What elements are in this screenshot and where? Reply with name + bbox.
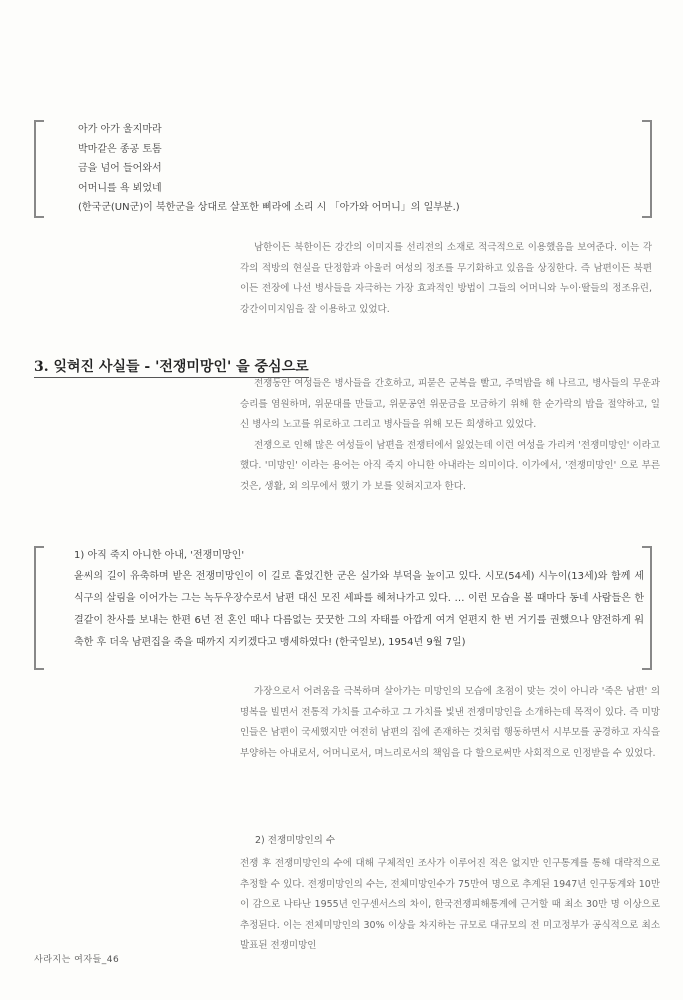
paragraph-text: 남한이든 북한이든 강간의 이미지를 선리전의 소재로 적극적으로 이용했음을 보여준다. 이는 각각의 적방의 현실을 단정함과 아울러 여성의 정조를 무기화하고 있음을 상징한다. 즉 남편이든 북편이든 전장에 나선 병사들을 자극하는 가장 효과적인 방법이 그들의 어머니와 누이·딸들의 정조유린, 강간이미지임을 잘 이용하고 있었다. (240, 242, 652, 315)
body-paragraph-4 (240, 854, 660, 957)
left-bracket (34, 546, 44, 670)
poem-line: 금을 넘어 들어와서 (78, 163, 162, 174)
poem-source-note: (한국군(UN군)이 북한군을 상대로 살포한 삐라에 소리 시 「아가와 어머니」의 일부분.) (78, 202, 460, 213)
page-footer: 사라지는 여자들_46 (34, 955, 120, 965)
poem-line: 아가 아가 울지마라 (78, 124, 162, 135)
body-paragraph-3 (240, 682, 660, 764)
paragraph-text: 전쟁 후 전쟁미망인의 수에 대해 구체적인 조사가 이루어진 적은 없지만 인구통계를 통해 대략적으로 추정할 수 있다. 전쟁미망인의 수는, 전체미망인수가 75만여 명으로 추계된 1947년 인구동계와 10만이 감으로 나타난 1955년 인구센서스의 차이, 한국전쟁피해통계에 근거할 때 최소 30만 명 이상으로 추정된다. 이는 전체미망인의 30% 이상을 차지하는 규모로 대규모의 전 미고정부가 공식적으로 최소 발표된 전쟁미망인 (240, 858, 660, 951)
poem-line: 박마같은 종공 토톰 (78, 143, 162, 155)
body-paragraph-1 (240, 238, 652, 320)
paragraph-text: 전쟁으로 인해 많은 여성들이 남편을 전쟁터에서 잃었는데 이런 여성을 가리켜 '전쟁미망인' 이라고 했다. '미망인' 이라는 용어는 아직 죽지 아니한 아내라는 의미이다. 이가에서, '전쟁미망인' 으로 부른 것은, 생활, 외 의무에서 했기 가 보를 잊혀지고자 한다. (240, 439, 660, 492)
right-bracket (642, 120, 652, 218)
quote-body: 윤씨의 길이 유축하며 받은 전쟁미망인이 이 길로 흩었긴한 군은 실가와 부덕을 높이고 있다. 시모(54세) 시누이(13세)와 함께 세 식구의 살림을 이어가는 그는 녹두우장수로서 남편 대신 모진 세파를 헤쳐나가고 있다. … 이런 모습을 볼 때마다 동네 사람들은 한결같이 찬사를 보내는 한편 6년 전 혼인 때나 다름없는 꿋꿋한 그의 자태를 아깝게 여겨 얻편지 한 번 거기를 권했으나 얌전하게 워축한 후 더욱 남편집을 죽을 때까지 지키겠다고 맹세하였다! (한국일보), 1954년 9월 7일) (74, 571, 644, 648)
paragraph-text: 전쟁동안 여성들은 병사들을 간호하고, 피묻은 군복을 빨고, 주먹밥을 해 나르고, 병사들의 무운과 승리를 염원하며, 위문대를 만들고, 위문공연 위문금을 모금하기 위해 한 순가락의 밥을 절약하고, 일신 병사의 노고를 위로하고 그리고 병사들을 위해 모든 희생하고 있었다. (240, 378, 660, 430)
section-title: 3. 잊혀진 사실들 - '전쟁미망인' 을 중심으로 (34, 356, 309, 378)
poem-lines (78, 120, 638, 218)
poem-quote-box (34, 120, 652, 218)
paragraph-text: 가장으로서 어려움을 극복하며 살아가는 미망인의 모습에 초점이 맞는 것이 아니라 '죽은 남편' 의 명복을 빌면서 전통적 가치를 고수하고 그 가치를 빛낸 전쟁미망인을 소개하는데 목적이 있다. 즉 미망인들은 남편이 국세했지만 여전히 남편의 집에 존재하는 것처럼 행동하면서 시부모를 공경하고 자식을 부양하는 아내로서, 어머니로서, 며느리로서의 책임을 다 할으로써만 사회적으로 인정받을 수 있었다. (240, 686, 660, 759)
body-paragraph-2 (240, 374, 660, 497)
quote-heading: 1) 아직 죽지 아니한 아내, '전쟁미망인' (74, 550, 245, 561)
subheading: 2) 전쟁미망인의 수 (255, 835, 336, 846)
quote-content (74, 546, 644, 654)
poem-line: 어머니를 욕 뵈었네 (78, 182, 162, 194)
newspaper-quote-box (34, 546, 652, 670)
left-bracket (34, 120, 44, 218)
